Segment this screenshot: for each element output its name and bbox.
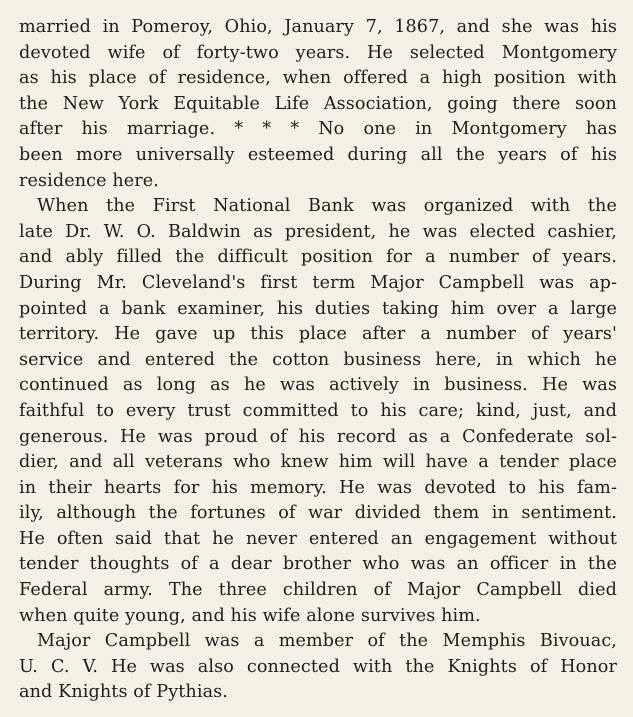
text-line: territory. He gave up this place after a number of years' xyxy=(19,324,617,345)
text-line: ily, although the fortunes of war divided them in sentiment. xyxy=(19,503,617,524)
text-line: dier, and all veterans who knew him will have a tender place xyxy=(19,452,617,473)
text-line: pointed a bank examiner, his duties taking him over a large xyxy=(19,298,617,319)
text-line: and ably filled the difficult position for a number of years. xyxy=(19,247,617,268)
paragraph-3 xyxy=(19,629,617,706)
text-line: late Dr. W. O. Baldwin as president, he was elected cashier, xyxy=(19,221,617,242)
text-line: Federal army. The three children of Major Campbell died xyxy=(19,580,617,601)
text-line: been more universally esteemed during all the years of his xyxy=(19,144,617,165)
text-line: continued as long as he was actively in business. He was xyxy=(19,375,617,396)
text-line: residence here. xyxy=(19,170,159,191)
text-line: the New York Equitable Life Association, going there soon xyxy=(19,93,617,114)
text-line: Major Campbell was a member of the Memphis Bivouac, xyxy=(37,631,617,652)
text-line: married in Pomeroy, Ohio, January 7, 1867, and she was his xyxy=(19,17,617,37)
text-line: in their hearts for his memory. He was devoted to his fam- xyxy=(19,477,617,498)
text-line: when quite young, and his wife alone survives him. xyxy=(19,605,481,626)
paragraph-1 xyxy=(19,15,617,194)
text-line: after his marriage. * * * No one in Montgomery has xyxy=(19,119,617,140)
text-line: When the First National Bank was organized with the xyxy=(37,196,617,217)
text-line: faithful to every trust committed to his care; kind, just, and xyxy=(19,400,617,421)
paragraph-2 xyxy=(19,194,617,629)
text-line: as his place of residence, when offered a high position with xyxy=(19,68,617,89)
text-line: and Knights of Pythias. xyxy=(19,682,228,703)
text-line: generous. He was proud of his record as a Confederate sol- xyxy=(19,426,617,447)
text-line: He often said that he never entered an engagement without xyxy=(19,528,617,549)
text-line: tender thoughts of a dear brother who was an officer in the xyxy=(19,554,617,575)
text-line: service and entered the cotton business here, in which he xyxy=(19,349,617,370)
text-line: U. C. V. He was also connected with the Knights of Honor xyxy=(19,656,617,677)
text-line: During Mr. Cleveland's first term Major Campbell was ap- xyxy=(19,272,617,293)
text-line: devoted wife of forty-two years. He selected Montgomery xyxy=(19,42,617,63)
